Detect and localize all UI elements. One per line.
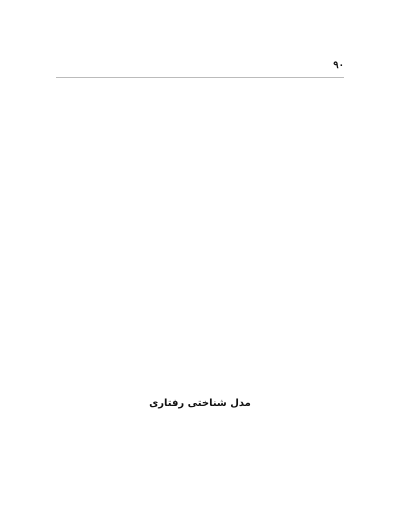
section-heading: مدل شناختی رفتاری [149, 398, 251, 409]
body-paragraph-3 [56, 231, 344, 328]
body-paragraph-1 [56, 86, 344, 173]
body-paragraph-4 [56, 330, 344, 384]
section-paragraph [56, 419, 344, 516]
header-divider [56, 77, 344, 78]
body-paragraph-2 [56, 175, 344, 229]
page-number: ۹۰ [333, 60, 344, 71]
running-head [56, 60, 344, 71]
